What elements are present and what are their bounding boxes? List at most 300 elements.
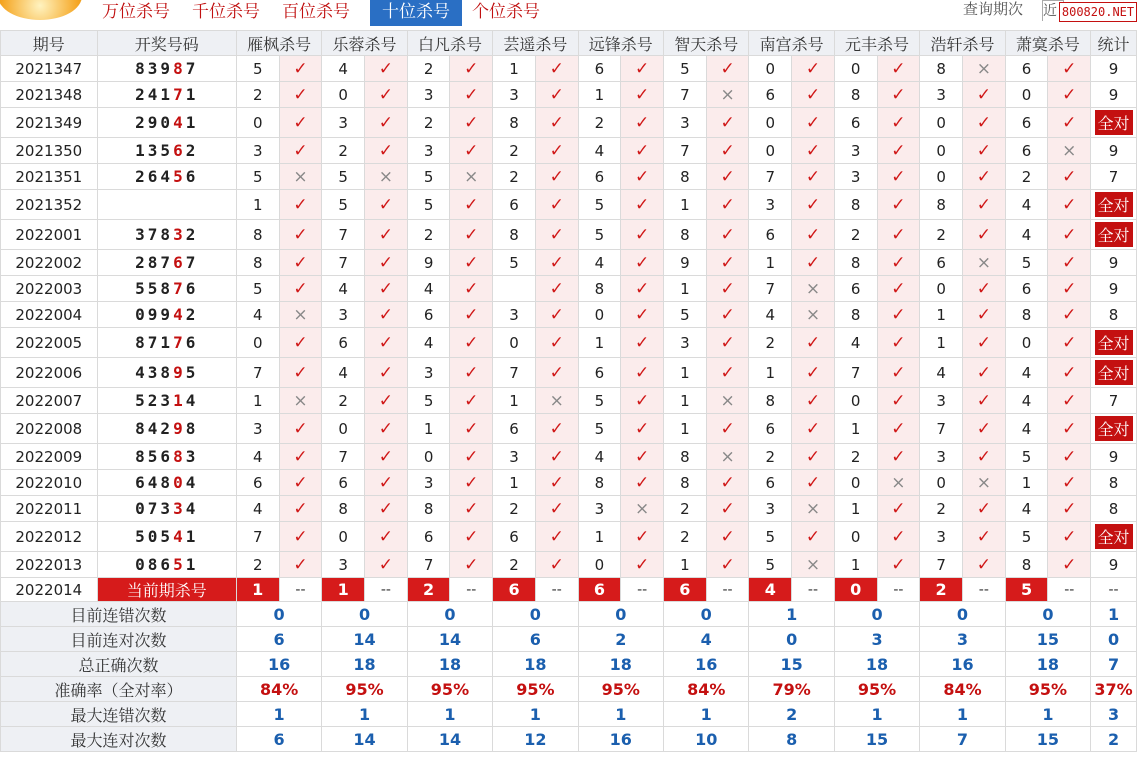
draw-digit: 7 — [147, 499, 161, 518]
check-mark-icon: ✓ — [962, 444, 1005, 470]
draw-digit: 4 — [147, 85, 161, 104]
query-period-select[interactable]: 近 — [1042, 0, 1064, 21]
table-row — [1, 496, 1137, 522]
kill-number-cell: 1 — [493, 470, 536, 496]
check-mark-icon: ✓ — [535, 444, 578, 470]
draw-digit: 2 — [185, 141, 199, 160]
draw-digit: 6 — [185, 333, 199, 352]
stat-cell — [1091, 522, 1137, 552]
draw-digit: 6 — [147, 167, 161, 186]
draw-digit: 0 — [135, 305, 148, 324]
column-header: 浩轩杀号 — [920, 31, 1005, 56]
kill-number-cell: 3 — [236, 138, 279, 164]
check-mark-icon: ✓ — [535, 220, 578, 250]
check-mark-icon: ✓ — [365, 276, 408, 302]
summary-value: 4 — [664, 627, 749, 652]
kill-number-cell: 1 — [834, 496, 877, 522]
column-header: 远锋杀号 — [578, 31, 663, 56]
check-mark-icon: ✓ — [365, 108, 408, 138]
check-mark-icon: ✓ — [877, 328, 920, 358]
summary-value: 2 — [1091, 727, 1137, 752]
summary-value: 0 — [834, 602, 919, 627]
kill-number-cell: 5 — [578, 388, 621, 414]
period-cell: 2022001 — [1, 220, 98, 250]
kill-number-cell: 1 — [493, 56, 536, 82]
table-row — [1, 56, 1137, 82]
kill-number-cell: 6 — [493, 190, 536, 220]
check-mark-icon: ✓ — [279, 414, 322, 444]
kill-number-cell: 0 — [578, 552, 621, 578]
kill-number-cell: 4 — [1005, 388, 1048, 414]
summary-value: 0 — [578, 602, 663, 627]
kill-number-cell: 6 — [1005, 56, 1048, 82]
kill-number-cell: 6 — [493, 414, 536, 444]
kill-number-cell: 3 — [920, 522, 963, 552]
period-cell: 2022014 — [1, 578, 98, 602]
check-mark-icon: ✓ — [450, 56, 493, 82]
summary-value: 0 — [920, 602, 1005, 627]
stat-cell: 9 — [1091, 444, 1137, 470]
summary-row — [1, 602, 1137, 627]
kill-number-cell: 5 — [236, 276, 279, 302]
check-mark-icon: ✓ — [706, 164, 749, 190]
kill-number-cell: 6 — [749, 82, 792, 108]
check-mark-icon: ✓ — [279, 250, 322, 276]
draw-digit: 2 — [135, 253, 148, 272]
kill-number-cell: 8 — [493, 220, 536, 250]
period-cell: 2021347 — [1, 56, 98, 82]
kill-number-cell: 5 — [1005, 444, 1048, 470]
kill-number-cell: 8 — [834, 250, 877, 276]
summary-value: 2 — [578, 627, 663, 652]
tab-4[interactable]: 十位杀号 — [370, 0, 462, 26]
check-mark-icon: ✓ — [1048, 56, 1091, 82]
check-mark-icon: ✓ — [365, 496, 408, 522]
check-mark-icon: ✓ — [365, 302, 408, 328]
kill-number-cell: 3 — [493, 302, 536, 328]
check-mark-icon: ✓ — [621, 220, 664, 250]
check-mark-icon: ✓ — [279, 56, 322, 82]
summary-value: 16 — [920, 652, 1005, 677]
current-kill-number: 6 — [664, 578, 707, 602]
check-mark-icon: ✓ — [877, 190, 920, 220]
kill-number-cell: 8 — [664, 164, 707, 190]
draw-digit: 4 — [147, 473, 161, 492]
check-mark-icon: ✓ — [621, 56, 664, 82]
draw-digit: 4 — [173, 527, 186, 546]
check-mark-icon: ✓ — [535, 82, 578, 108]
kill-number-cell — [493, 276, 536, 302]
draw-digit: 3 — [173, 225, 186, 244]
draw-number-cell — [97, 164, 236, 190]
summary-value: 6 — [236, 627, 321, 652]
check-mark-icon: ✓ — [962, 82, 1005, 108]
tab-1[interactable]: 万位杀号 — [102, 2, 170, 22]
kill-number-cell: 6 — [578, 164, 621, 190]
tab-3[interactable]: 百位杀号 — [282, 2, 350, 22]
draw-digit: 3 — [147, 363, 161, 382]
check-mark-icon: ✓ — [706, 220, 749, 250]
check-mark-icon: ✓ — [621, 358, 664, 388]
draw-digit: 5 — [135, 391, 148, 410]
draw-digit: 8 — [135, 447, 148, 466]
kill-number-cell: 3 — [749, 190, 792, 220]
draw-digit: 6 — [160, 447, 174, 466]
kill-number-cell: 3 — [920, 388, 963, 414]
draw-digit: 4 — [160, 167, 174, 186]
check-mark-icon: ✓ — [365, 444, 408, 470]
check-mark-icon: ✓ — [365, 388, 408, 414]
check-mark-icon: ✓ — [535, 552, 578, 578]
check-mark-icon: ✓ — [365, 190, 408, 220]
period-cell: 2022009 — [1, 444, 98, 470]
check-mark-icon: ✓ — [621, 190, 664, 220]
draw-digit: 7 — [147, 225, 161, 244]
kill-number-cell: 2 — [493, 496, 536, 522]
period-cell: 2022007 — [1, 388, 98, 414]
cross-mark-icon: × — [792, 276, 835, 302]
check-mark-icon: ✓ — [621, 108, 664, 138]
stat-cell: 9 — [1091, 56, 1137, 82]
kill-number-cell: 4 — [578, 444, 621, 470]
table-row — [1, 388, 1137, 414]
check-mark-icon: ✓ — [535, 190, 578, 220]
kill-number-cell: 1 — [664, 276, 707, 302]
kill-number-cell: 0 — [920, 138, 963, 164]
kill-number-cell: 0 — [749, 108, 792, 138]
check-mark-icon: ✓ — [706, 138, 749, 164]
check-mark-icon: ✓ — [365, 414, 408, 444]
check-mark-icon: ✓ — [535, 414, 578, 444]
current-dash: -- — [621, 578, 664, 602]
kill-number-cell: 2 — [322, 138, 365, 164]
kill-number-cell: 2 — [749, 328, 792, 358]
check-mark-icon: ✓ — [877, 220, 920, 250]
stat-cell — [1091, 220, 1137, 250]
draw-digit: 6 — [185, 279, 199, 298]
kill-number-cell: 7 — [664, 138, 707, 164]
stat-cell: 9 — [1091, 138, 1137, 164]
cross-mark-icon: × — [706, 388, 749, 414]
kill-number-cell: 4 — [578, 250, 621, 276]
kill-number-cell: 5 — [407, 164, 450, 190]
check-mark-icon: ✓ — [535, 302, 578, 328]
table-row — [1, 190, 1137, 220]
draw-number-cell — [97, 388, 236, 414]
check-mark-icon: ✓ — [792, 250, 835, 276]
current-kill-number: 0 — [834, 578, 877, 602]
check-mark-icon: ✓ — [792, 56, 835, 82]
check-mark-icon: ✓ — [1048, 220, 1091, 250]
summary-value: 3 — [1091, 702, 1137, 727]
table-row — [1, 444, 1137, 470]
kill-number-cell: 1 — [236, 190, 279, 220]
check-mark-icon: ✓ — [877, 522, 920, 552]
draw-digit: 9 — [173, 419, 186, 438]
column-header: 芸遥杀号 — [493, 31, 578, 56]
draw-digit: 8 — [147, 555, 161, 574]
period-cell: 2022006 — [1, 358, 98, 388]
draw-digit: 7 — [185, 59, 199, 78]
summary-value: 95% — [1005, 677, 1090, 702]
summary-value: 18 — [322, 652, 407, 677]
kill-number-cell: 6 — [578, 56, 621, 82]
kill-number-cell: 3 — [407, 138, 450, 164]
kill-number-cell: 8 — [834, 82, 877, 108]
summary-value: 1 — [1005, 702, 1090, 727]
summary-value: 0 — [322, 602, 407, 627]
table-row — [1, 220, 1137, 250]
draw-digit: 5 — [185, 363, 199, 382]
check-mark-icon: ✓ — [962, 522, 1005, 552]
current-kill-number: 6 — [493, 578, 536, 602]
tab-5[interactable]: 个位杀号 — [472, 2, 540, 22]
check-mark-icon: ✓ — [535, 108, 578, 138]
kill-number-cell: 0 — [493, 328, 536, 358]
kill-number-cell: 4 — [236, 444, 279, 470]
table-row — [1, 552, 1137, 578]
draw-digit: 1 — [173, 391, 186, 410]
kill-number-cell: 4 — [322, 56, 365, 82]
check-mark-icon: ✓ — [365, 56, 408, 82]
position-tabs — [100, 0, 560, 26]
summary-value: 84% — [236, 677, 321, 702]
column-header: 统计 — [1091, 31, 1137, 56]
check-mark-icon: ✓ — [621, 276, 664, 302]
draw-number-cell — [97, 522, 236, 552]
check-mark-icon: ✓ — [450, 276, 493, 302]
kill-number-cell: 6 — [834, 276, 877, 302]
cross-mark-icon: × — [279, 388, 322, 414]
kill-number-cell: 5 — [578, 414, 621, 444]
kill-number-cell: 0 — [1005, 328, 1048, 358]
kill-number-cell: 1 — [578, 328, 621, 358]
draw-digit: 9 — [160, 59, 174, 78]
check-mark-icon: ✓ — [792, 522, 835, 552]
kill-number-cell: 2 — [407, 220, 450, 250]
check-mark-icon: ✓ — [279, 276, 322, 302]
kill-number-cell: 2 — [322, 388, 365, 414]
kill-number-cell: 3 — [493, 82, 536, 108]
check-mark-icon: ✓ — [962, 302, 1005, 328]
kill-number-cell: 1 — [664, 358, 707, 388]
summary-value: 0 — [1005, 602, 1090, 627]
kill-number-cell: 7 — [749, 164, 792, 190]
summary-label: 目前连错次数 — [1, 602, 237, 627]
draw-digit: 8 — [173, 59, 186, 78]
summary-value: 14 — [407, 627, 492, 652]
kill-number-cell: 8 — [664, 444, 707, 470]
cross-mark-icon: × — [279, 164, 322, 190]
table-row — [1, 522, 1137, 552]
draw-digit: 5 — [135, 279, 148, 298]
summary-value: 1 — [664, 702, 749, 727]
current-kill-number: 1 — [322, 578, 365, 602]
cross-mark-icon: × — [706, 444, 749, 470]
kill-number-cell: 6 — [1005, 108, 1048, 138]
kill-number-cell: 4 — [236, 496, 279, 522]
kill-number-cell: 1 — [407, 414, 450, 444]
check-mark-icon: ✓ — [1048, 82, 1091, 108]
summary-value: 0 — [236, 602, 321, 627]
summary-value: 95% — [578, 677, 663, 702]
check-mark-icon: ✓ — [279, 358, 322, 388]
kill-number-cell: 5 — [407, 388, 450, 414]
kill-number-cell: 1 — [236, 388, 279, 414]
draw-digit: 8 — [135, 59, 148, 78]
cross-mark-icon: × — [877, 470, 920, 496]
draw-digit: 8 — [173, 447, 186, 466]
kill-number-cell: 8 — [664, 470, 707, 496]
summary-value: 0 — [407, 602, 492, 627]
draw-digit: 1 — [160, 333, 174, 352]
draw-digit: 3 — [160, 499, 174, 518]
check-mark-icon: ✓ — [450, 444, 493, 470]
kill-number-cell: 0 — [1005, 82, 1048, 108]
summary-value: 0 — [664, 602, 749, 627]
check-mark-icon: ✓ — [1048, 250, 1091, 276]
table-row — [1, 328, 1137, 358]
draw-digit: 2 — [185, 305, 199, 324]
check-mark-icon: ✓ — [706, 358, 749, 388]
kill-number-cell: 2 — [407, 108, 450, 138]
summary-value: 1 — [1091, 602, 1137, 627]
kill-number-cell: 8 — [1005, 302, 1048, 328]
summary-value: 1 — [920, 702, 1005, 727]
table-row — [1, 358, 1137, 388]
kill-number-cell: 0 — [407, 444, 450, 470]
check-mark-icon: ✓ — [877, 444, 920, 470]
check-mark-icon: ✓ — [450, 552, 493, 578]
column-header: 白凡杀号 — [407, 31, 492, 56]
check-mark-icon: ✓ — [365, 250, 408, 276]
summary-value: 95% — [493, 677, 578, 702]
kill-number-cell: 5 — [749, 552, 792, 578]
current-kill-label: 当前期杀号 — [97, 578, 236, 602]
table-row — [1, 82, 1137, 108]
check-mark-icon: ✓ — [962, 276, 1005, 302]
draw-digit: 1 — [185, 527, 199, 546]
check-mark-icon: ✓ — [621, 552, 664, 578]
check-mark-icon: ✓ — [621, 164, 664, 190]
column-header: 开奖号码 — [97, 31, 236, 56]
check-mark-icon: ✓ — [877, 358, 920, 388]
kill-number-cell: 2 — [920, 496, 963, 522]
draw-digit: 8 — [160, 363, 174, 382]
check-mark-icon: ✓ — [877, 388, 920, 414]
all-correct-badge: 全对 — [1095, 110, 1133, 135]
summary-value: 3 — [834, 627, 919, 652]
check-mark-icon: ✓ — [535, 358, 578, 388]
check-mark-icon: ✓ — [792, 470, 835, 496]
check-mark-icon: ✓ — [450, 220, 493, 250]
period-cell: 2022012 — [1, 522, 98, 552]
check-mark-icon: ✓ — [279, 552, 322, 578]
draw-digit: 3 — [147, 141, 161, 160]
check-mark-icon: ✓ — [1048, 496, 1091, 522]
kill-number-cell: 8 — [834, 190, 877, 220]
check-mark-icon: ✓ — [877, 56, 920, 82]
kill-number-cell: 3 — [834, 138, 877, 164]
kill-number-cell: 0 — [578, 302, 621, 328]
check-mark-icon: ✓ — [1048, 108, 1091, 138]
kill-number-cell: 1 — [834, 414, 877, 444]
draw-number-cell — [97, 414, 236, 444]
draw-digit: 8 — [160, 225, 174, 244]
check-mark-icon: ✓ — [450, 250, 493, 276]
kill-number-cell: 4 — [407, 328, 450, 358]
check-mark-icon: ✓ — [535, 276, 578, 302]
draw-digit: 6 — [160, 555, 174, 574]
kill-number-cell: 8 — [920, 56, 963, 82]
draw-number-cell — [97, 358, 236, 388]
kill-number-cell: 6 — [578, 358, 621, 388]
draw-number-cell — [97, 302, 236, 328]
all-correct-badge: 全对 — [1095, 330, 1133, 355]
tab-2[interactable]: 千位杀号 — [192, 2, 260, 22]
check-mark-icon: ✓ — [962, 414, 1005, 444]
period-cell: 2021352 — [1, 190, 98, 220]
cross-mark-icon: × — [962, 56, 1005, 82]
summary-value: 0 — [1091, 627, 1137, 652]
kill-number-cell: 6 — [749, 220, 792, 250]
draw-digit: 7 — [160, 253, 174, 272]
check-mark-icon: ✓ — [279, 220, 322, 250]
draw-number-cell — [97, 470, 236, 496]
check-mark-icon: ✓ — [621, 522, 664, 552]
kill-number-cell: 0 — [236, 328, 279, 358]
kill-number-cell: 5 — [322, 190, 365, 220]
stat-cell: 8 — [1091, 302, 1137, 328]
check-mark-icon: ✓ — [450, 388, 493, 414]
check-mark-icon: ✓ — [1048, 388, 1091, 414]
draw-digit: 9 — [147, 305, 161, 324]
check-mark-icon: ✓ — [535, 522, 578, 552]
draw-digit: 8 — [185, 419, 199, 438]
current-dash: -- — [450, 578, 493, 602]
period-cell: 2022002 — [1, 250, 98, 276]
check-mark-icon: ✓ — [706, 108, 749, 138]
check-mark-icon: ✓ — [962, 138, 1005, 164]
check-mark-icon: ✓ — [877, 276, 920, 302]
table-row — [1, 138, 1137, 164]
kill-number-cell: 1 — [493, 388, 536, 414]
check-mark-icon: ✓ — [877, 108, 920, 138]
check-mark-icon: ✓ — [706, 552, 749, 578]
summary-value: 1 — [834, 702, 919, 727]
kill-number-cell: 2 — [664, 496, 707, 522]
draw-digit: 8 — [135, 333, 148, 352]
kill-number-cell: 6 — [1005, 138, 1048, 164]
current-kill-number: 5 — [1005, 578, 1048, 602]
summary-value: 18 — [1005, 652, 1090, 677]
current-dash: -- — [535, 578, 578, 602]
check-mark-icon: ✓ — [450, 470, 493, 496]
kill-number-cell: 0 — [920, 276, 963, 302]
kill-number-cell: 0 — [920, 164, 963, 190]
summary-value: 1 — [407, 702, 492, 727]
cross-mark-icon: × — [621, 496, 664, 522]
column-header: 期号 — [1, 31, 98, 56]
check-mark-icon: ✓ — [877, 82, 920, 108]
summary-value: 79% — [749, 677, 834, 702]
check-mark-icon: ✓ — [450, 82, 493, 108]
check-mark-icon: ✓ — [450, 522, 493, 552]
column-header: 雁枫杀号 — [236, 31, 321, 56]
summary-value: 3 — [920, 627, 1005, 652]
kill-number-cell: 4 — [1005, 190, 1048, 220]
check-mark-icon: ✓ — [621, 302, 664, 328]
